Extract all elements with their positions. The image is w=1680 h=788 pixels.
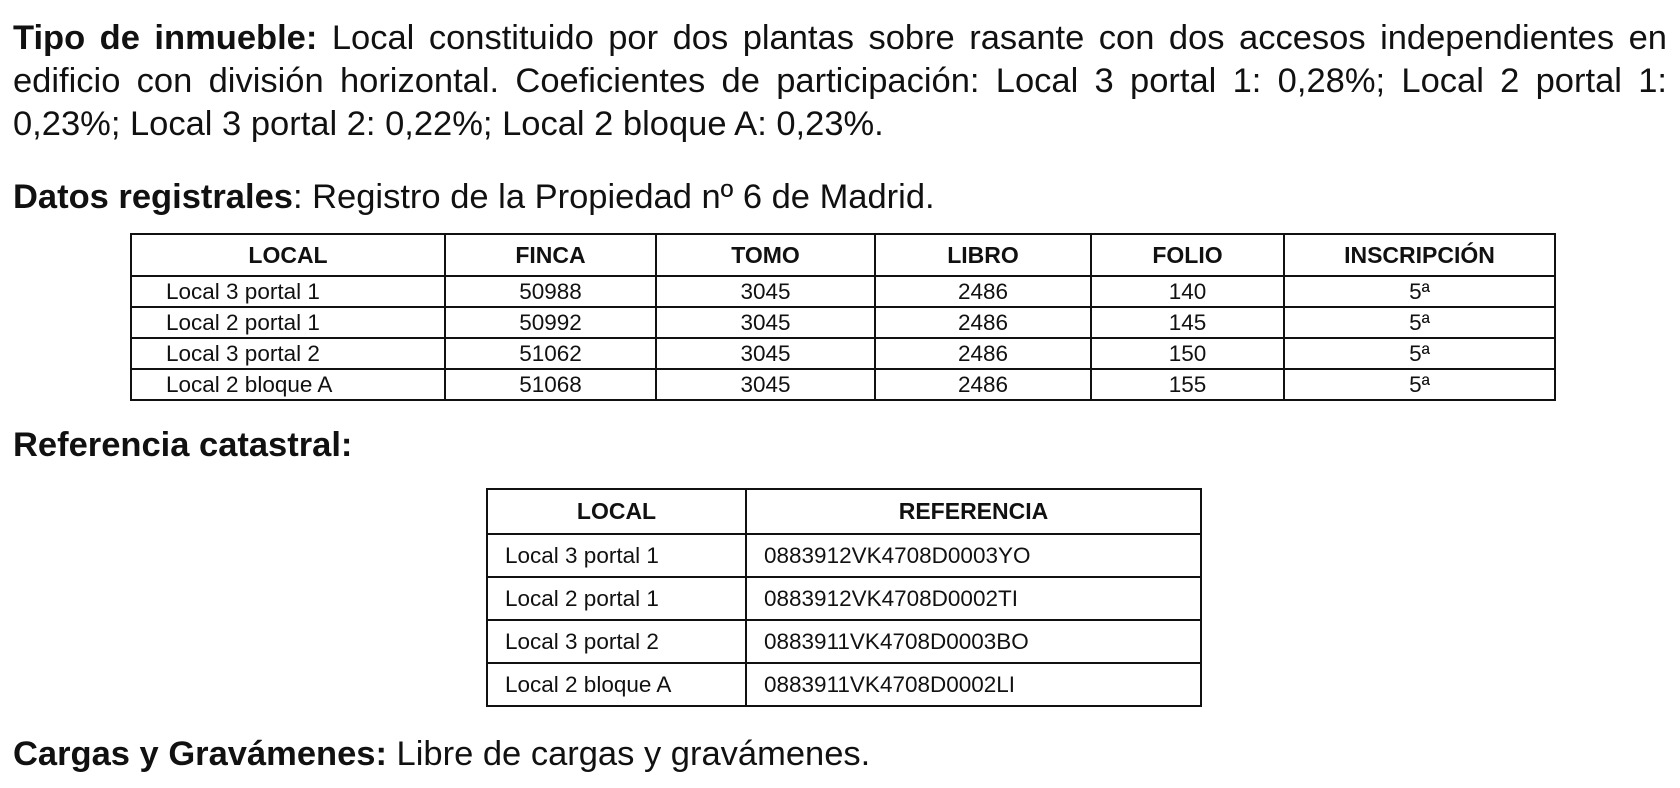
datos-registrales-paragraph xyxy=(13,176,1667,219)
registry-cell-finca: 50988 xyxy=(445,276,656,307)
table-row xyxy=(487,663,1201,706)
registry-header-finca: FINCA xyxy=(445,234,656,276)
registry-cell-folio: 155 xyxy=(1091,369,1284,400)
registry-cell-folio: 145 xyxy=(1091,307,1284,338)
registry-header-tomo: TOMO xyxy=(656,234,875,276)
registry-cell-tomo: 3045 xyxy=(656,338,875,369)
cargas-label: Cargas y Gravámenes: xyxy=(13,735,387,773)
registry-cell-finca: 51062 xyxy=(445,338,656,369)
cadastral-table xyxy=(486,488,1202,707)
table-row xyxy=(487,620,1201,663)
registry-cell-finca: 50992 xyxy=(445,307,656,338)
cadastral-header-local: LOCAL xyxy=(487,489,746,534)
referencia-catastral-heading xyxy=(13,424,1667,467)
table-row xyxy=(487,534,1201,577)
registry-cell-finca: 51068 xyxy=(445,369,656,400)
registry-header-local: LOCAL xyxy=(131,234,445,276)
cargas-paragraph xyxy=(13,733,1667,776)
registry-cell-tomo: 3045 xyxy=(656,307,875,338)
registry-header-row xyxy=(131,234,1555,276)
registry-header-inscripcion: INSCRIPCIÓN xyxy=(1284,234,1555,276)
cadastral-cell-referencia: 0883912VK4708D0003YO xyxy=(746,534,1201,577)
cadastral-cell-local: Local 3 portal 2 xyxy=(487,620,746,663)
cadastral-cell-referencia: 0883912VK4708D0002TI xyxy=(746,577,1201,620)
cargas-text: Libre de cargas y gravámenes. xyxy=(386,735,871,773)
registry-cell-tomo: 3045 xyxy=(656,369,875,400)
registry-cell-folio: 140 xyxy=(1091,276,1284,307)
tipo-inmueble-text: Local constituido por dos plantas sobre rasante con dos accesos independientes en edificio con división horizontal. Coeficientes de participación: Local 3 portal 1: 0,28%; Local 2 portal 1: 0,23%; Local 3 portal 2: 0,22%; Local 2 bloque A: 0,23%. xyxy=(13,19,1667,143)
registry-cell-inscripcion: 5ª xyxy=(1284,369,1555,400)
registry-cell-inscripcion: 5ª xyxy=(1284,276,1555,307)
registry-cell-inscripcion: 5ª xyxy=(1284,338,1555,369)
registry-header-libro: LIBRO xyxy=(875,234,1091,276)
registry-cell-libro: 2486 xyxy=(875,338,1091,369)
datos-registrales-text: : Registro de la Propiedad nº 6 de Madrid. xyxy=(292,178,935,216)
cadastral-cell-local: Local 2 portal 1 xyxy=(487,577,746,620)
referencia-catastral-label: Referencia catastral: xyxy=(13,426,353,464)
datos-registrales-label: Datos registrales xyxy=(13,178,293,216)
cadastral-cell-referencia: 0883911VK4708D0003BO xyxy=(746,620,1201,663)
table-row xyxy=(131,307,1555,338)
table-row xyxy=(131,369,1555,400)
registry-cell-local: Local 3 portal 1 xyxy=(131,276,445,307)
registry-cell-libro: 2486 xyxy=(875,276,1091,307)
table-row xyxy=(131,276,1555,307)
registry-cell-libro: 2486 xyxy=(875,369,1091,400)
registry-cell-libro: 2486 xyxy=(875,307,1091,338)
registry-table xyxy=(130,233,1556,401)
registry-cell-folio: 150 xyxy=(1091,338,1284,369)
cadastral-header-row xyxy=(487,489,1201,534)
registry-cell-inscripcion: 5ª xyxy=(1284,307,1555,338)
table-row xyxy=(487,577,1201,620)
table-row xyxy=(131,338,1555,369)
registry-cell-local: Local 2 portal 1 xyxy=(131,307,445,338)
cadastral-cell-local: Local 2 bloque A xyxy=(487,663,746,706)
tipo-inmueble-paragraph xyxy=(13,17,1667,146)
registry-cell-tomo: 3045 xyxy=(656,276,875,307)
cadastral-cell-local: Local 3 portal 1 xyxy=(487,534,746,577)
registry-cell-local: Local 2 bloque A xyxy=(131,369,445,400)
registry-header-folio: FOLIO xyxy=(1091,234,1284,276)
tipo-inmueble-label: Tipo de inmueble: xyxy=(13,19,318,57)
registry-cell-local: Local 3 portal 2 xyxy=(131,338,445,369)
cadastral-cell-referencia: 0883911VK4708D0002LI xyxy=(746,663,1201,706)
cadastral-header-referencia: REFERENCIA xyxy=(746,489,1201,534)
